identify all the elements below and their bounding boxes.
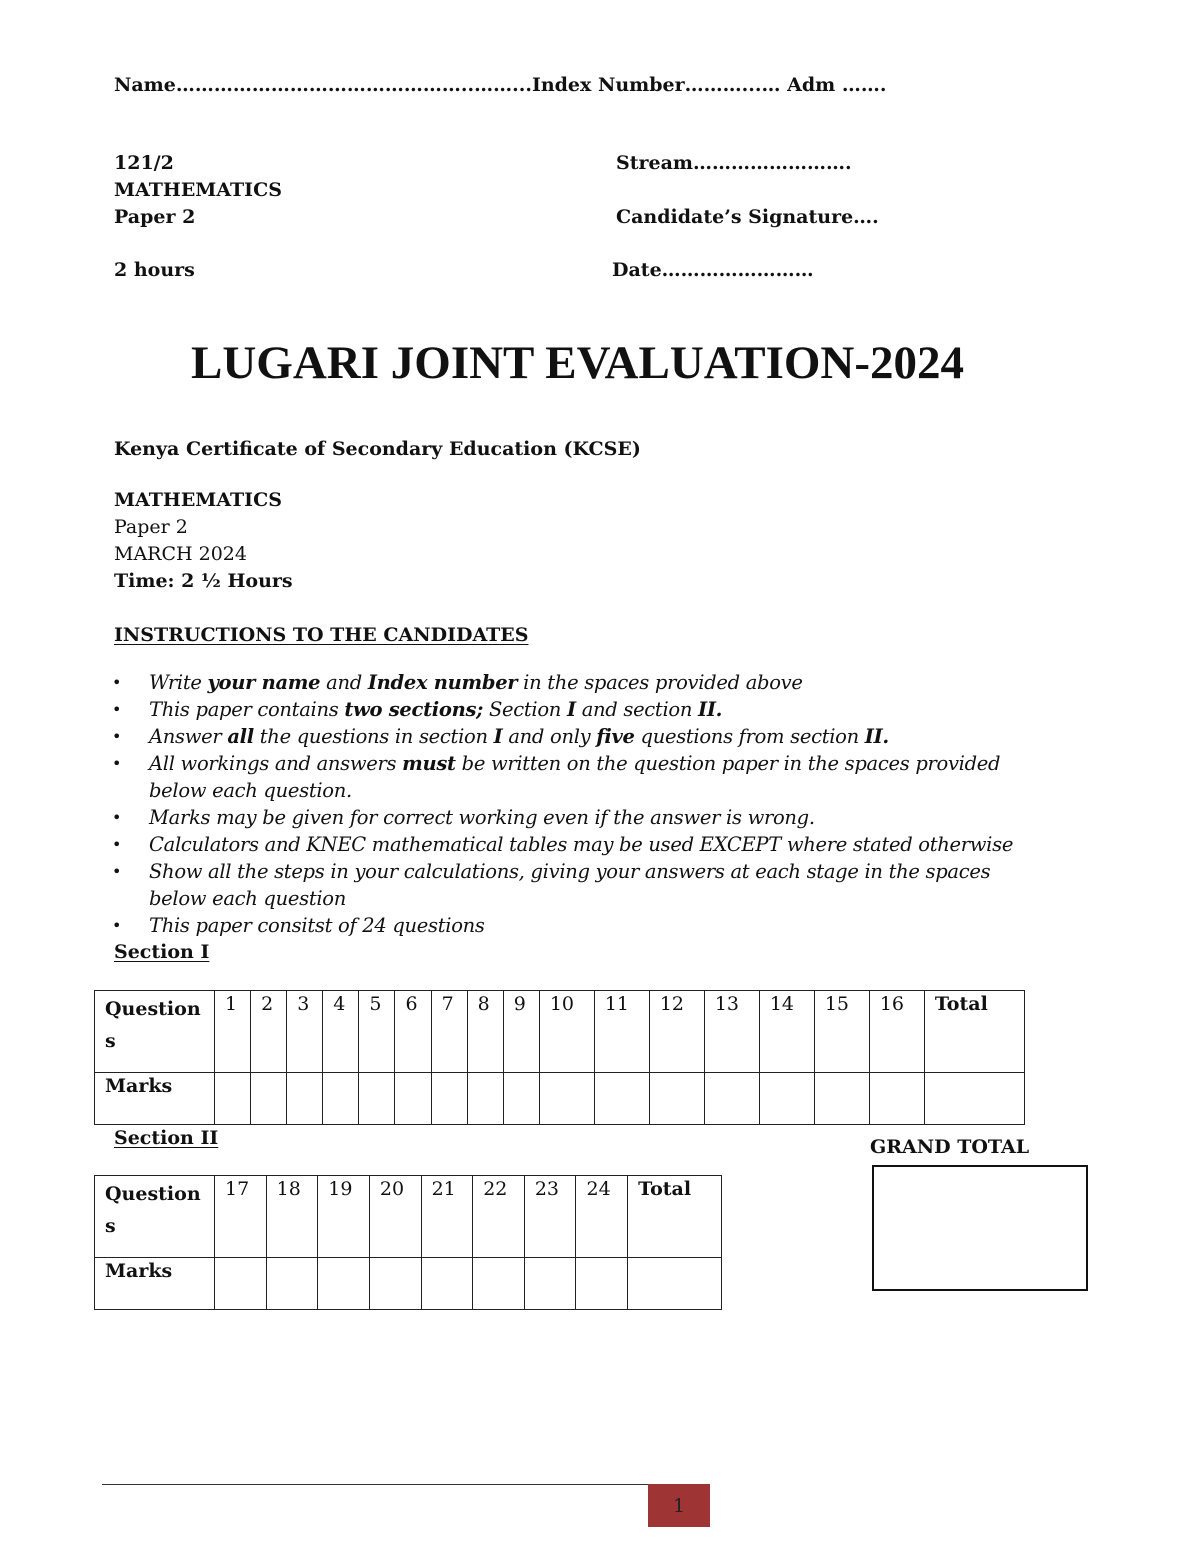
question-number-cell: 5 bbox=[359, 991, 395, 1073]
instructions-heading: INSTRUCTIONS TO THE CANDIDATES bbox=[114, 624, 529, 646]
marks-cell[interactable] bbox=[759, 1073, 814, 1125]
marks-row-label: Marks bbox=[95, 1073, 215, 1125]
marks-cell[interactable] bbox=[467, 1073, 503, 1125]
questions-row-label: Question s bbox=[95, 991, 215, 1073]
instruction-item: • Calculators and KNEC mathematical tables may be used EXCEPT where stated otherwise bbox=[112, 833, 1014, 856]
marks-cell[interactable] bbox=[539, 1073, 594, 1125]
bullet-icon: • bbox=[112, 754, 122, 773]
question-number-cell: 11 bbox=[594, 991, 649, 1073]
question-number-cell: 13 bbox=[704, 991, 759, 1073]
section-1-marks-table bbox=[94, 990, 1025, 1125]
grand-total-label: GRAND TOTAL bbox=[870, 1136, 1030, 1158]
instruction-item: • This paper consitst of 24 questions bbox=[112, 914, 485, 937]
bullet-icon: • bbox=[112, 673, 122, 692]
section-2-label: Section II bbox=[114, 1127, 219, 1149]
total-marks-cell[interactable] bbox=[924, 1073, 1024, 1125]
instructions-list bbox=[108, 669, 1048, 939]
info-subject: MATHEMATICS bbox=[114, 489, 282, 511]
total-header-cell: Total bbox=[924, 991, 1024, 1073]
marks-cell[interactable] bbox=[266, 1258, 318, 1310]
bullet-icon: • bbox=[112, 916, 122, 935]
instruction-item: • Answer all the questions in section I and only five questions from section II. bbox=[112, 725, 889, 748]
info-time: Time: 2 ½ Hours bbox=[114, 570, 293, 592]
marks-cell[interactable] bbox=[576, 1258, 628, 1310]
marks-cell[interactable] bbox=[431, 1073, 467, 1125]
question-number-cell: 22 bbox=[473, 1176, 525, 1258]
marks-cell[interactable] bbox=[649, 1073, 704, 1125]
question-number-cell: 3 bbox=[287, 991, 323, 1073]
question-number-cell: 23 bbox=[524, 1176, 576, 1258]
marks-cell[interactable] bbox=[869, 1073, 924, 1125]
footer-rule bbox=[102, 1484, 710, 1485]
instruction-item: • This paper contains two sections; Section I and section II. bbox=[112, 698, 723, 721]
question-number-cell: 4 bbox=[323, 991, 359, 1073]
question-number-cell: 19 bbox=[318, 1176, 370, 1258]
marks-cell[interactable] bbox=[318, 1258, 370, 1310]
total-marks-cell[interactable] bbox=[628, 1258, 722, 1310]
bullet-icon: • bbox=[112, 700, 122, 719]
header-paper: Paper 2 bbox=[114, 206, 196, 228]
marks-row-label: Marks bbox=[95, 1258, 215, 1310]
exam-title: LUGARI JOINT EVALUATION-2024 bbox=[190, 337, 965, 389]
question-number-cell: 7 bbox=[431, 991, 467, 1073]
page-number: 1 bbox=[648, 1484, 710, 1527]
header-subject: MATHEMATICS bbox=[114, 179, 282, 201]
marks-cell[interactable] bbox=[395, 1073, 431, 1125]
marks-cell[interactable] bbox=[594, 1073, 649, 1125]
question-number-cell: 12 bbox=[649, 991, 704, 1073]
question-number-cell: 15 bbox=[814, 991, 869, 1073]
instruction-item: • Write your name and Index number in the spaces provided above bbox=[112, 671, 803, 694]
marks-cell[interactable] bbox=[814, 1073, 869, 1125]
marks-cell[interactable] bbox=[421, 1258, 473, 1310]
instruction-item: • Show all the steps in your calculations, giving your answers at each stage in the spaces below each question bbox=[112, 860, 991, 910]
total-header-cell: Total bbox=[628, 1176, 722, 1258]
signature-field: Candidate’s Signature…. bbox=[616, 206, 879, 228]
marks-cell[interactable] bbox=[473, 1258, 525, 1310]
marks-cell[interactable] bbox=[369, 1258, 421, 1310]
marks-cell[interactable] bbox=[215, 1073, 251, 1125]
marks-cell[interactable] bbox=[503, 1073, 539, 1125]
info-paper: Paper 2 bbox=[114, 516, 188, 538]
question-number-cell: 20 bbox=[369, 1176, 421, 1258]
marks-cell[interactable] bbox=[359, 1073, 395, 1125]
question-number-cell: 17 bbox=[215, 1176, 267, 1258]
marks-cell[interactable] bbox=[287, 1073, 323, 1125]
marks-cell[interactable] bbox=[524, 1258, 576, 1310]
marks-row bbox=[95, 1073, 1025, 1125]
questions-row-label: Question s bbox=[95, 1176, 215, 1258]
marks-cell[interactable] bbox=[323, 1073, 359, 1125]
instruction-item: • All workings and answers must be written on the question paper in the spaces provided below each question. bbox=[112, 752, 1001, 802]
stream-field: Stream……………………. bbox=[616, 152, 852, 174]
info-month: MARCH 2024 bbox=[114, 543, 247, 565]
questions-row bbox=[95, 991, 1025, 1073]
question-number-cell: 10 bbox=[539, 991, 594, 1073]
question-number-cell: 21 bbox=[421, 1176, 473, 1258]
paper-code: 121/2 bbox=[114, 152, 174, 174]
header-duration: 2 hours bbox=[114, 259, 195, 281]
marks-cell[interactable] bbox=[251, 1073, 287, 1125]
question-number-cell: 9 bbox=[503, 991, 539, 1073]
bullet-icon: • bbox=[112, 808, 122, 827]
grand-total-box bbox=[872, 1165, 1088, 1291]
section-1-label: Section I bbox=[114, 941, 210, 963]
marks-row bbox=[95, 1258, 722, 1310]
marks-cell[interactable] bbox=[704, 1073, 759, 1125]
section-2-marks-table bbox=[94, 1175, 722, 1310]
exam-body: Kenya Certificate of Secondary Education (KCSE) bbox=[114, 438, 641, 460]
instruction-item: • Marks may be given for correct working even if the answer is wrong. bbox=[112, 806, 815, 829]
question-number-cell: 8 bbox=[467, 991, 503, 1073]
date-field: Date…………………… bbox=[612, 259, 814, 281]
marks-cell[interactable] bbox=[215, 1258, 267, 1310]
question-number-cell: 16 bbox=[869, 991, 924, 1073]
question-number-cell: 14 bbox=[759, 991, 814, 1073]
question-number-cell: 2 bbox=[251, 991, 287, 1073]
bullet-icon: • bbox=[112, 862, 122, 881]
question-number-cell: 1 bbox=[215, 991, 251, 1073]
question-number-cell: 18 bbox=[266, 1176, 318, 1258]
bullet-icon: • bbox=[112, 835, 122, 854]
name-index-adm-line: Name………………………………………..……...Index Number………...… Adm ……. bbox=[114, 74, 887, 96]
question-number-cell: 6 bbox=[395, 991, 431, 1073]
questions-row bbox=[95, 1176, 722, 1258]
question-number-cell: 24 bbox=[576, 1176, 628, 1258]
bullet-icon: • bbox=[112, 727, 122, 746]
